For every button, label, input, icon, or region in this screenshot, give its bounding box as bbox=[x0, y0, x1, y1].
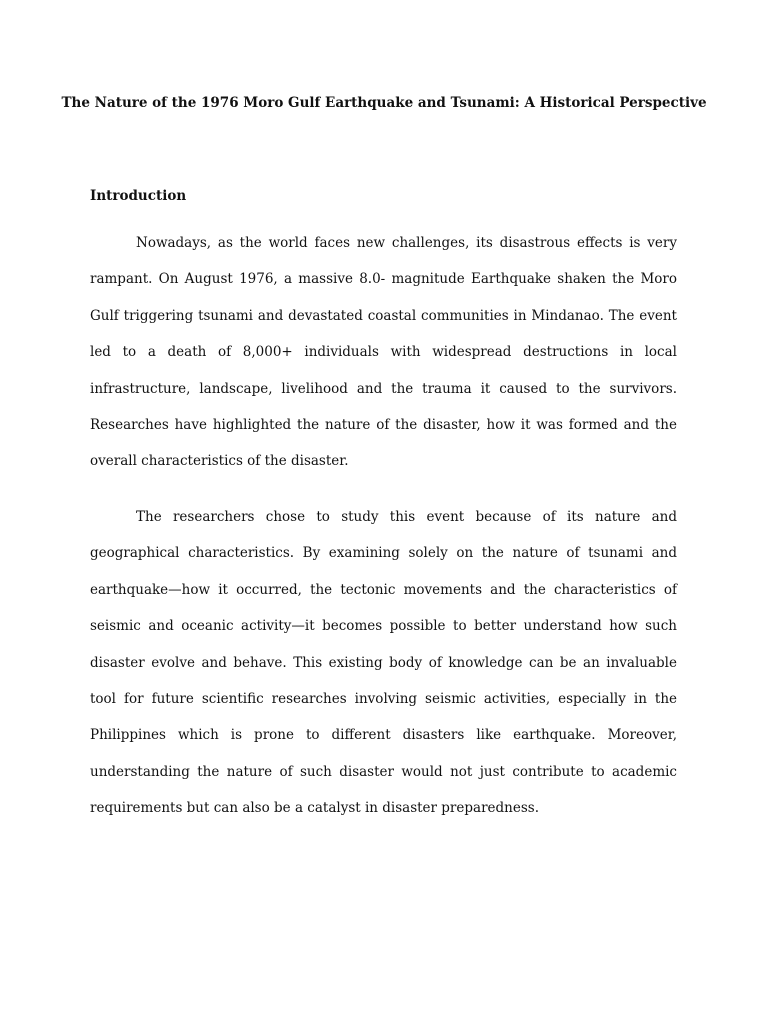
introduction-paragraph-2: The researchers chose to study this event because of its nature and geographical characteristics. By examining solely on the nature of tsunami and earthquake—how it occurred, the tectonic movements and the characteristics of seismic and oceanic activity—it becomes possible to better understand how such disaster evolve and behave. This existing body of knowledge can be an invaluable tool for future scientific researches involving seismic activities, especially in the Philippines which is prone to different disasters like earthquake. Moreover, understanding the nature of such disaster would not just contribute to academic requirements but can also be a catalyst in disaster preparedness. bbox=[90, 509, 677, 817]
document-title: The Nature of the 1976 Moro Gulf Earthquake and Tsunami: A Historical Perspective bbox=[61, 95, 707, 111]
section-heading-introduction: Introduction bbox=[90, 188, 187, 204]
introduction-paragraph-1: Nowadays, as the world faces new challenges, its disastrous effects is very rampant. On August 1976, a massive 8.0- magnitude Earthquake shaken the Moro Gulf triggering tsunami and devastated coastal communities in Mindanao. The event led to a death of 8,000+ individuals with widespread destructions in local infrastructure, landscape, livelihood and the trauma it caused to the survivors. Researches have highlighted the nature of the disaster, how it was formed and the overall characteristics of the disaster. bbox=[90, 235, 677, 470]
